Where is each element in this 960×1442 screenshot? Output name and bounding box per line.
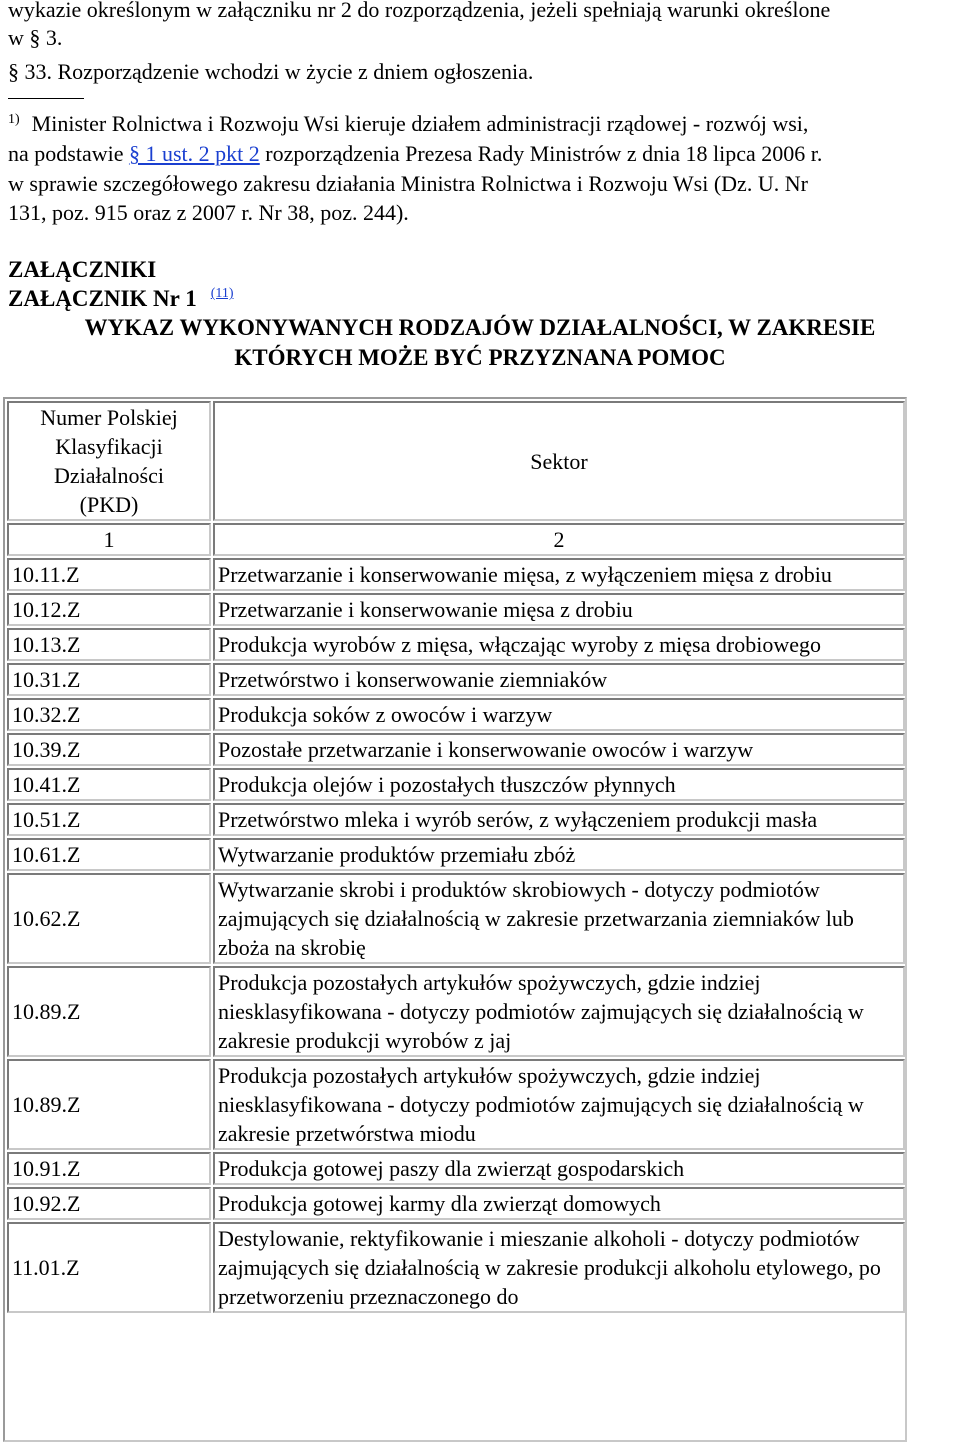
intro-line-2: w § 3.: [8, 25, 63, 50]
column-number-2: 2: [213, 523, 905, 556]
pkd-code: 10.31.Z: [7, 663, 211, 696]
table-row: [7, 663, 905, 696]
annex-heading: [8, 284, 234, 314]
pkd-table: [5, 399, 907, 1315]
footnote-line-2: [8, 140, 822, 168]
pkd-code: 10.41.Z: [7, 768, 211, 801]
table-row: [7, 1152, 905, 1185]
table-row: [7, 628, 905, 661]
sector-description: Przetwórstwo i konserwowanie ziemniaków: [213, 663, 905, 696]
pkd-code: 10.62.Z: [7, 873, 211, 964]
table-row: [7, 1222, 905, 1313]
pkd-code: 11.01.Z: [7, 1222, 211, 1313]
section-heading: ZAŁĄCZNIKI: [8, 257, 157, 282]
footnote-suffix: rozporządzenia Prezesa Rady Ministrów z dnia 18 lipca 2006 r.: [259, 141, 823, 166]
table-row: [7, 593, 905, 626]
sector-description: Przetwórstwo mleka i wyrób serów, z wyłączeniem produkcji masła: [213, 803, 905, 836]
table-row: [7, 838, 905, 871]
table-header-row: [7, 401, 905, 521]
table-row: [7, 1187, 905, 1220]
pkd-code: 10.92.Z: [7, 1187, 211, 1220]
header-sector: Sektor: [213, 401, 905, 521]
table-row: [7, 558, 905, 591]
footnote-line-1: [8, 110, 808, 138]
sector-description: Produkcja pozostałych artykułów spożywczych, gdzie indziej niesklasyfikowana - dotyczy podmiotów zajmujących się działalnością w zakresie produkcji wyrobów z jaj: [213, 966, 905, 1057]
sector-description: Wytwarzanie produktów przemiału zbóż: [213, 838, 905, 871]
table-row: [7, 966, 905, 1057]
pkd-code: 10.11.Z: [7, 558, 211, 591]
table-row: [7, 873, 905, 964]
sector-description: Pozostałe przetwarzanie i konserwowanie owoców i warzyw: [213, 733, 905, 766]
legal-basis-link[interactable]: § 1 ust. 2 pkt 2: [128, 141, 260, 166]
footnote-line-3: w sprawie szczegółowego zakresu działania Ministra Rolnictwa i Rozwoju Wsi (Dz. U. Nr: [8, 171, 808, 196]
table-row: [7, 1059, 905, 1150]
pkd-code: 10.91.Z: [7, 1152, 211, 1185]
footnote-separator: [8, 98, 84, 99]
annex-ref-link[interactable]: (11): [210, 286, 234, 302]
sector-description: Produkcja soków z owoców i warzyw: [213, 698, 905, 731]
table-row: [7, 803, 905, 836]
sector-description: Produkcja pozostałych artykułów spożywczych, gdzie indziej niesklasyfikowana - dotyczy podmiotów zajmujących się działalnością w zakresie przetwórstwa miodu: [213, 1059, 905, 1150]
sector-description: Produkcja wyrobów z mięsa, włączając wyroby z mięsa drobiowego: [213, 628, 905, 661]
annex-title-line-1: WYKAZ WYKONYWANYCH RODZAJÓW DZIAŁALNOŚCI, W ZAKRESIE: [84, 315, 876, 340]
footnote-mark: 1): [8, 111, 20, 127]
column-number-1: 1: [7, 523, 211, 556]
table-row: [7, 768, 905, 801]
pkd-code: 10.32.Z: [7, 698, 211, 731]
footnote-text-1: Minister Rolnictwa i Rozwoju Wsi kieruje działem administracji rządowej - rozwój wsi,: [31, 111, 809, 136]
pkd-code: 10.61.Z: [7, 838, 211, 871]
table-row: [7, 698, 905, 731]
pkd-code: 10.39.Z: [7, 733, 211, 766]
pkd-code: 10.89.Z: [7, 1059, 211, 1150]
pkd-code: 10.51.Z: [7, 803, 211, 836]
sector-description: Przetwarzanie i konserwowanie mięsa z drobiu: [213, 593, 905, 626]
footnote-line-4: 131, poz. 915 oraz z 2007 r. Nr 38, poz. 244).: [8, 200, 409, 225]
pkd-code: 10.12.Z: [7, 593, 211, 626]
sector-description: Wytwarzanie skrobi i produktów skrobiowych - dotyczy podmiotów zajmujących się działalnością w zakresie przetwarzania ziemniaków lub zboża na skrobię: [213, 873, 905, 964]
table-row: [7, 733, 905, 766]
header-pkd: Numer Polskiej Klasyfikacji Działalności (PKD): [7, 401, 211, 521]
pkd-code: 10.13.Z: [7, 628, 211, 661]
sector-description: Destylowanie, rektyfikowanie i mieszanie alkoholi - dotyczy podmiotów zajmujących się działalnością w zakresie produkcji alkoholu etylowego, po przetworzeniu przeznaczonego do: [213, 1222, 905, 1313]
sector-description: Produkcja olejów i pozostałych tłuszczów płynnych: [213, 768, 905, 801]
annex-title-line-2: KTÓRYCH MOŻE BYĆ PRZYZNANA POMOC: [234, 345, 726, 370]
sector-description: Produkcja gotowej karmy dla zwierząt domowych: [213, 1187, 905, 1220]
pkd-code: 10.89.Z: [7, 966, 211, 1057]
table-number-row: [7, 523, 905, 556]
sector-description: Przetwarzanie i konserwowanie mięsa, z wyłączeniem mięsa z drobiu: [213, 558, 905, 591]
footnote-prefix: na podstawie: [8, 141, 129, 166]
intro-line-1: wykazie określonym w załączniku nr 2 do rozporządzenia, jeżeli spełniają warunki określone: [8, 0, 831, 22]
sector-description: Produkcja gotowej paszy dla zwierząt gospodarskich: [213, 1152, 905, 1185]
closing-paragraph: § 33. Rozporządzenie wchodzi w życie z dniem ogłoszenia.: [8, 59, 534, 84]
annex-label: ZAŁĄCZNIK Nr 1: [8, 286, 197, 311]
